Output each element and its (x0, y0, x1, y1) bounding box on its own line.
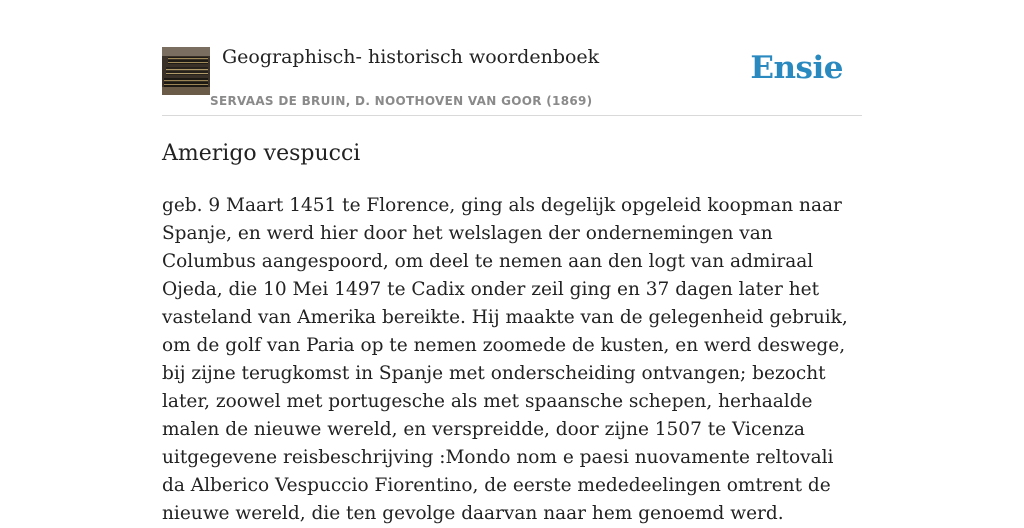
book-cover-image (162, 47, 210, 95)
entry-title: Amerigo vespucci (162, 141, 361, 166)
book-cover-icon[interactable] (162, 47, 210, 95)
page (162, 0, 862, 524)
ensie-logo[interactable]: Ensie (750, 50, 843, 86)
book-title[interactable]: Geographisch- historisch woordenboek (222, 46, 600, 68)
book-author-year: SERVAAS DE BRUIN, D. NOOTHOVEN VAN GOOR (1869) (210, 94, 593, 108)
header (162, 0, 862, 116)
entry-body: geb. 9 Maart 1451 te Florence, ging als degelijk opgeleid koopman naar Spanje, en werd hier door het welslagen der ondernemingen van Columbus aangespoord, om deel te nemen aan den logt van admiraal Ojeda, die 10 Mei 1497 te Cadix onder zeil ging en 37 dagen later het vasteland van Amerika bereikte. Hij maakte van de gelegenheid gebruik, om de golf van Paria op te nemen zoomede de kusten, en werd deswege, bij zijne terugkomst in Spanje met onderscheiding ontvangen; bezocht later, zoowel met portugesche als met spaansche schepen, herhaalde malen de nieuwe wereld, en verspreidde, door zijne 1507 te Vicenza uitgegevene reisbeschrijving :Mondo nom e paesi nuovamente reltovali da Alberico Vespuccio Fiorentino, de eerste mededeelingen omtrent de nieuwe wereld, die ten gevolge daarvan naar hem genoemd werd. (162, 195, 848, 524)
